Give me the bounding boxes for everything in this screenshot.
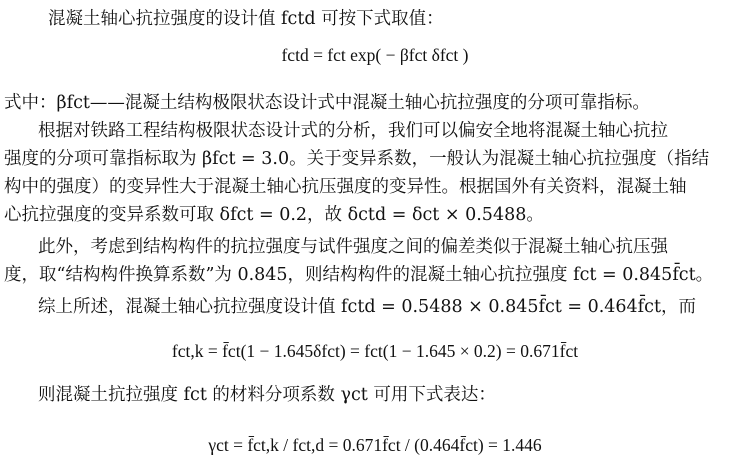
text-line-8: 此外，考虑到结构构件的抗拉强度与试件强度之间的偏差类似于混凝土轴心抗压强 [38,237,668,257]
text-line-3: 式中：βfct——混凝土结构极限状态设计式中混凝土轴心抗拉强度的分项可靠指标。 [4,93,650,113]
equation-gamma-ct: γct = f̄ct,k / fct,d = 0.671f̄ct / (0.464f̄ct) = 1.446 [208,435,542,455]
equation-fctk: fct,k = f̄ct(1 − 1.645δfct) = fct(1 − 1.645 × 0.2) = 0.671f̄ct [171,341,579,361]
text-line-7: 心抗拉强度的变异系数可取 δfct = 0.2，故 δctd = δct × 0.5488。 [4,205,544,225]
text-line-10: 综上所述，混凝土轴心抗拉强度设计值 fctd = 0.5488 × 0.845f̄ct = 0.464f̄ct，而 [38,297,696,317]
text-line-5: 强度的分项可靠指标取为 βfct = 3.0。关于变异系数，一般认为混凝土轴心抗拉强度（指结 [4,149,710,169]
text-line-12: 则混凝土抗拉强度 fct 的材料分项系数 γct 可用下式表达： [38,385,496,405]
text-line-6: 构中的强度）的变异性大于混凝土轴心抗压强度的变异性。根据国外有关资料，混凝土轴 [4,177,687,197]
text-line-4: 根据对铁路工程结构极限状态设计式的分析，我们可以偏安全地将混凝土轴心抗拉 [38,121,668,141]
text-line-1: 混凝土轴心抗拉强度的设计值 fctd 可按下式取值： [48,9,444,29]
equation-fctd: fctd = fct exp( − βfct δfct ) [281,45,469,65]
text-line-9: 度，取“结构构件换算系数”为 0.845，则结构构件的混凝土轴心抗拉强度 fct = 0.845f̄ct。 [4,265,714,285]
